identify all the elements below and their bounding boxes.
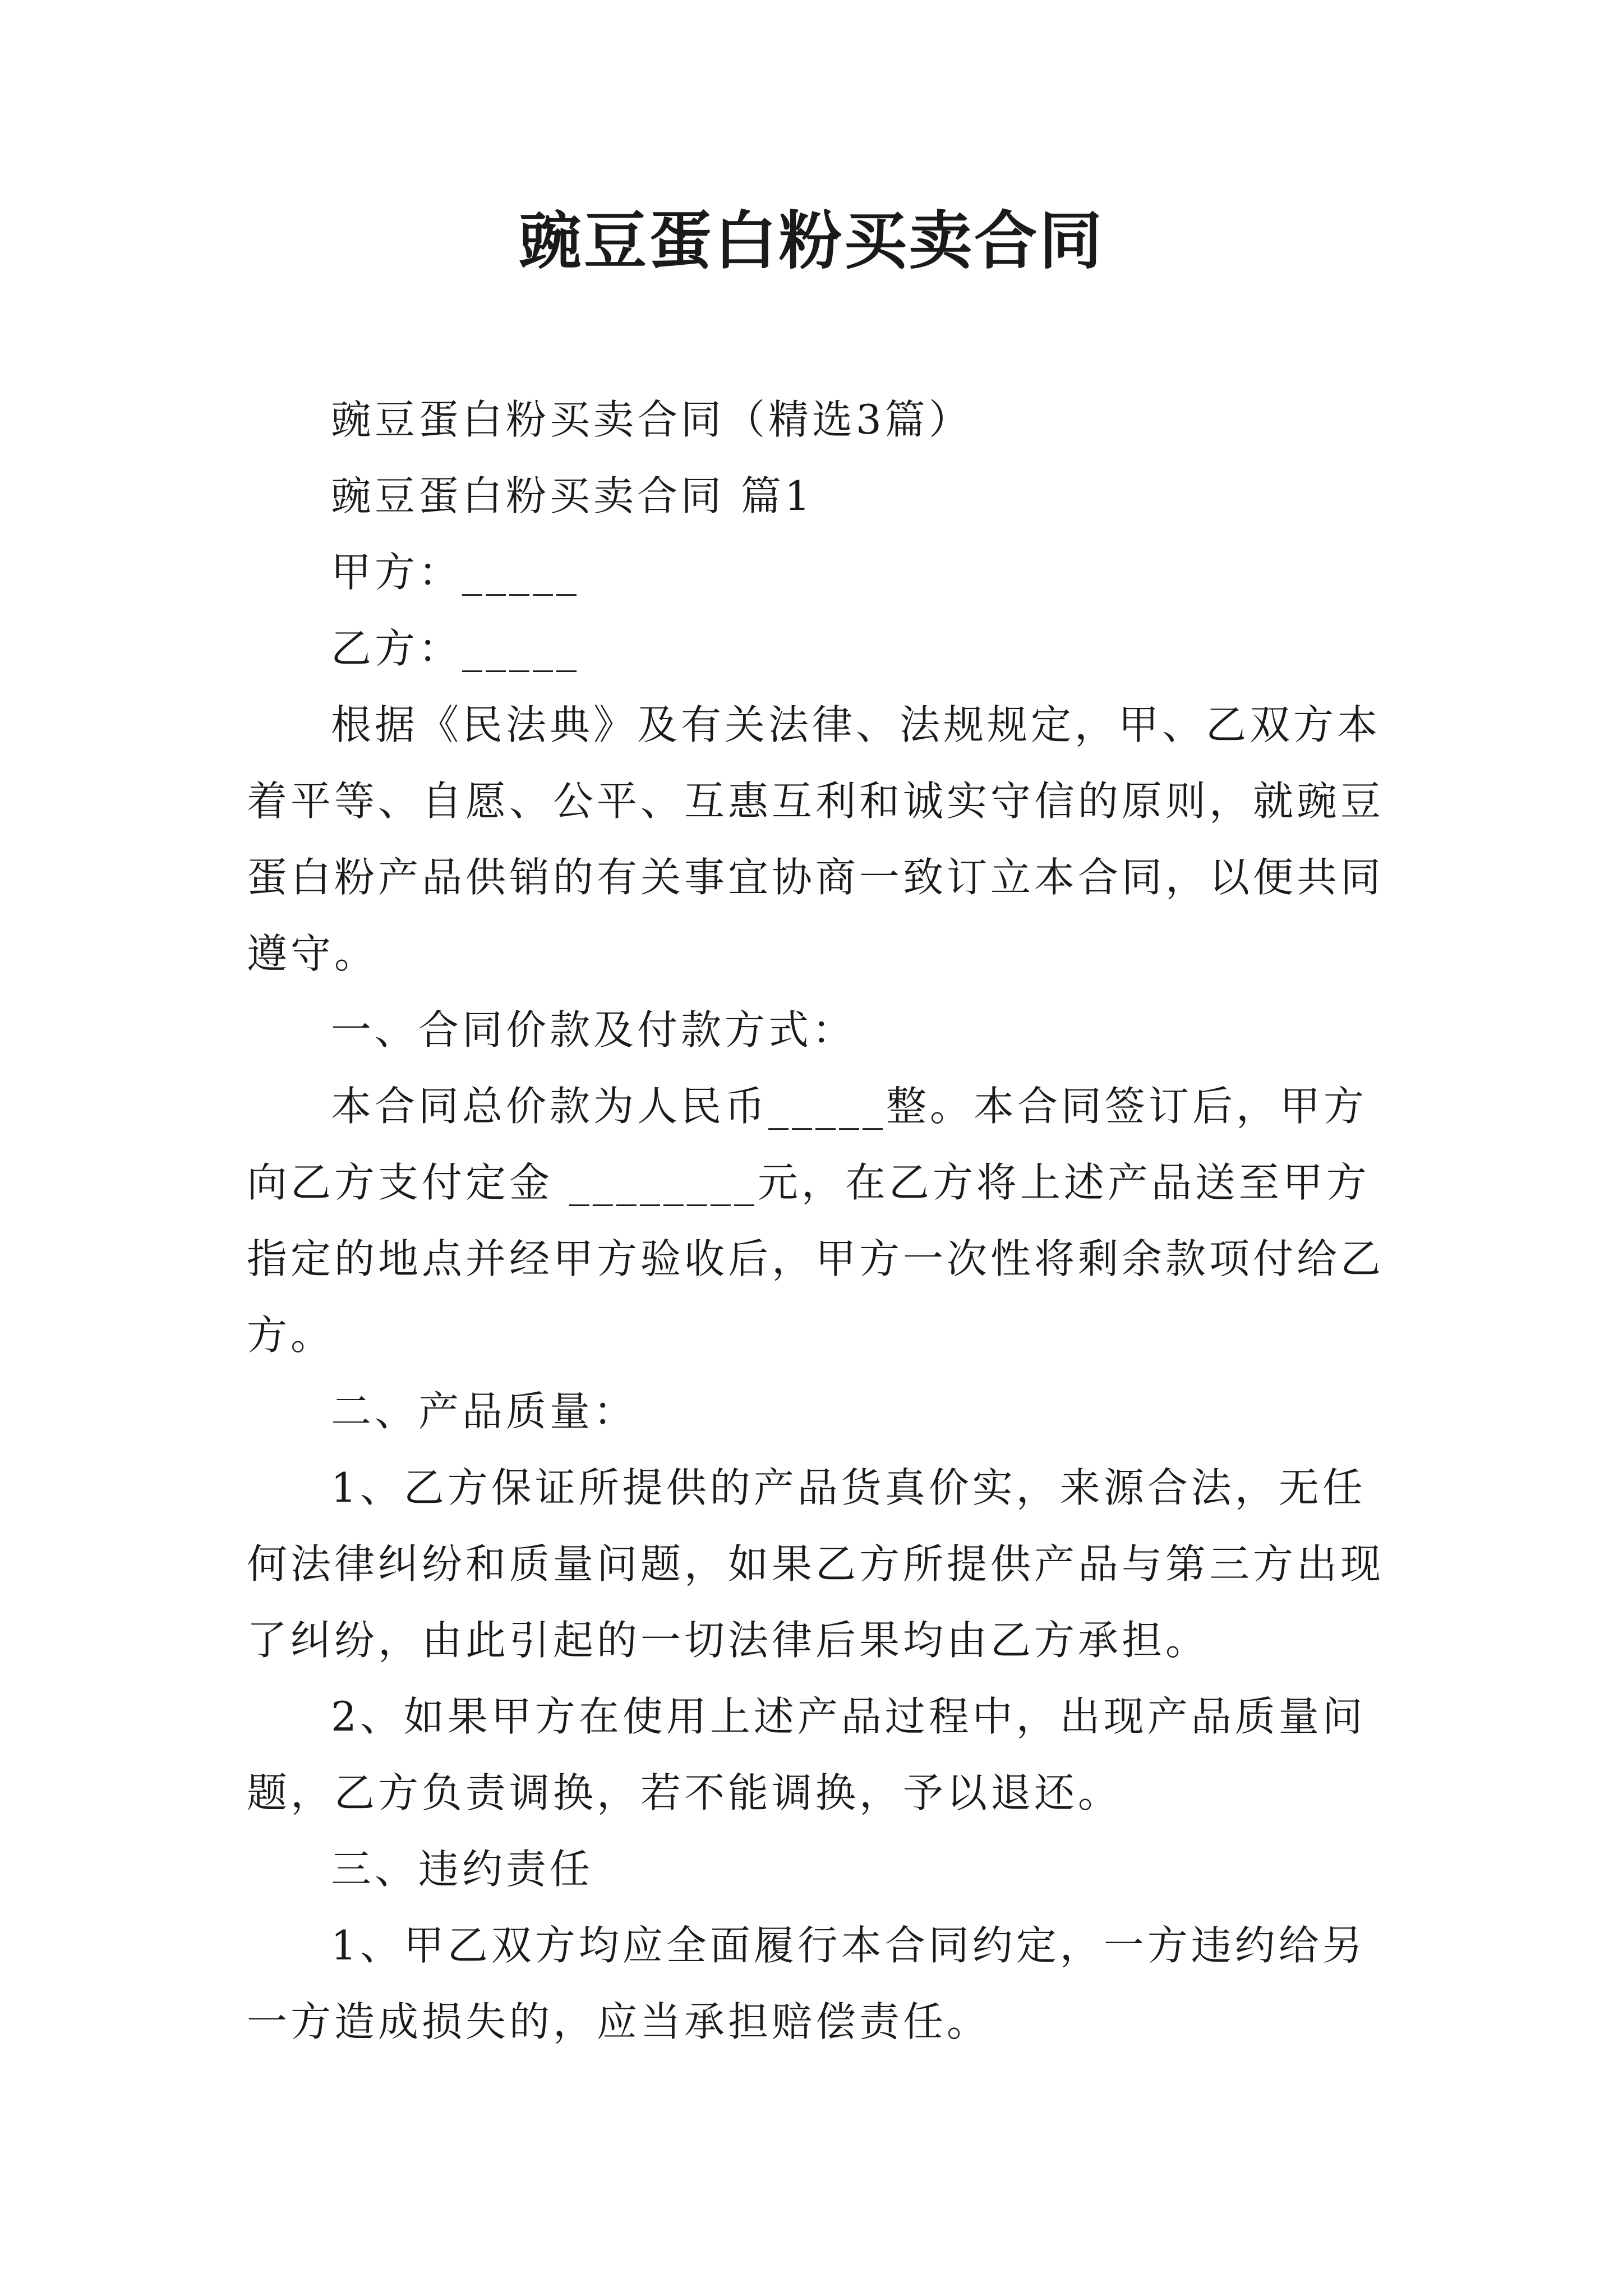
preamble-line: 遵守。 bbox=[247, 930, 379, 977]
price-clause-line: 本合同总价款为人民币_____整。本合同签订后，甲方 bbox=[331, 1083, 1368, 1130]
preamble-line: 着平等、自愿、公平、互惠互利和诚实守信的原则，就豌豆 bbox=[247, 777, 1385, 825]
document-title: 豌豆蛋白粉买卖合同 bbox=[519, 204, 1104, 278]
section-heading-quality: 二、产品质量： bbox=[331, 1388, 638, 1435]
price-clause-line: 方。 bbox=[247, 1312, 335, 1359]
preamble-line: 根据《民法典》及有关法律、法规规定，甲、乙双方本 bbox=[331, 701, 1381, 748]
quality-clause-line: 了纠纷，由此引起的一切法律后果均由乙方承担。 bbox=[247, 1617, 1210, 1664]
quality-clause-line: 题，乙方负责调换，若不能调换，予以退还。 bbox=[247, 1769, 1122, 1816]
price-clause-line: 指定的地点并经甲方验收后，甲方一次性将剩余款项付给乙 bbox=[247, 1235, 1385, 1282]
section-heading-price: 一、合同价款及付款方式： bbox=[331, 1006, 856, 1053]
party-a-line: 甲方：_____ bbox=[331, 549, 580, 596]
quality-clause-line: 何法律纠纷和质量问题，如果乙方所提供产品与第三方出现 bbox=[247, 1540, 1385, 1588]
liability-clause-line: 一方造成损失的，应当承担赔偿责任。 bbox=[247, 1998, 991, 2045]
article-heading: 豌豆蛋白粉买卖合同 篇1 bbox=[331, 472, 814, 519]
liability-clause-line: 1、甲乙双方均应全面履行本合同约定，一方违约给另 bbox=[331, 1922, 1366, 1969]
collection-heading: 豌豆蛋白粉买卖合同（精选3篇） bbox=[331, 396, 972, 443]
document-body bbox=[247, 381, 1385, 2060]
quality-clause-line: 1、乙方保证所提供的产品货真价实，来源合法，无任 bbox=[331, 1464, 1366, 1511]
preamble-line: 蛋白粉产品供销的有关事宜协商一致订立本合同，以便共同 bbox=[247, 854, 1385, 901]
section-heading-liability: 三、违约责任 bbox=[331, 1846, 594, 1893]
party-b-line: 乙方：_____ bbox=[331, 625, 580, 672]
quality-clause-line: 2、如果甲方在使用上述产品过程中，出现产品质量问 bbox=[331, 1693, 1366, 1740]
price-clause-line: 向乙方支付定金 ________元，在乙方将上述产品送至甲方 bbox=[247, 1159, 1370, 1206]
